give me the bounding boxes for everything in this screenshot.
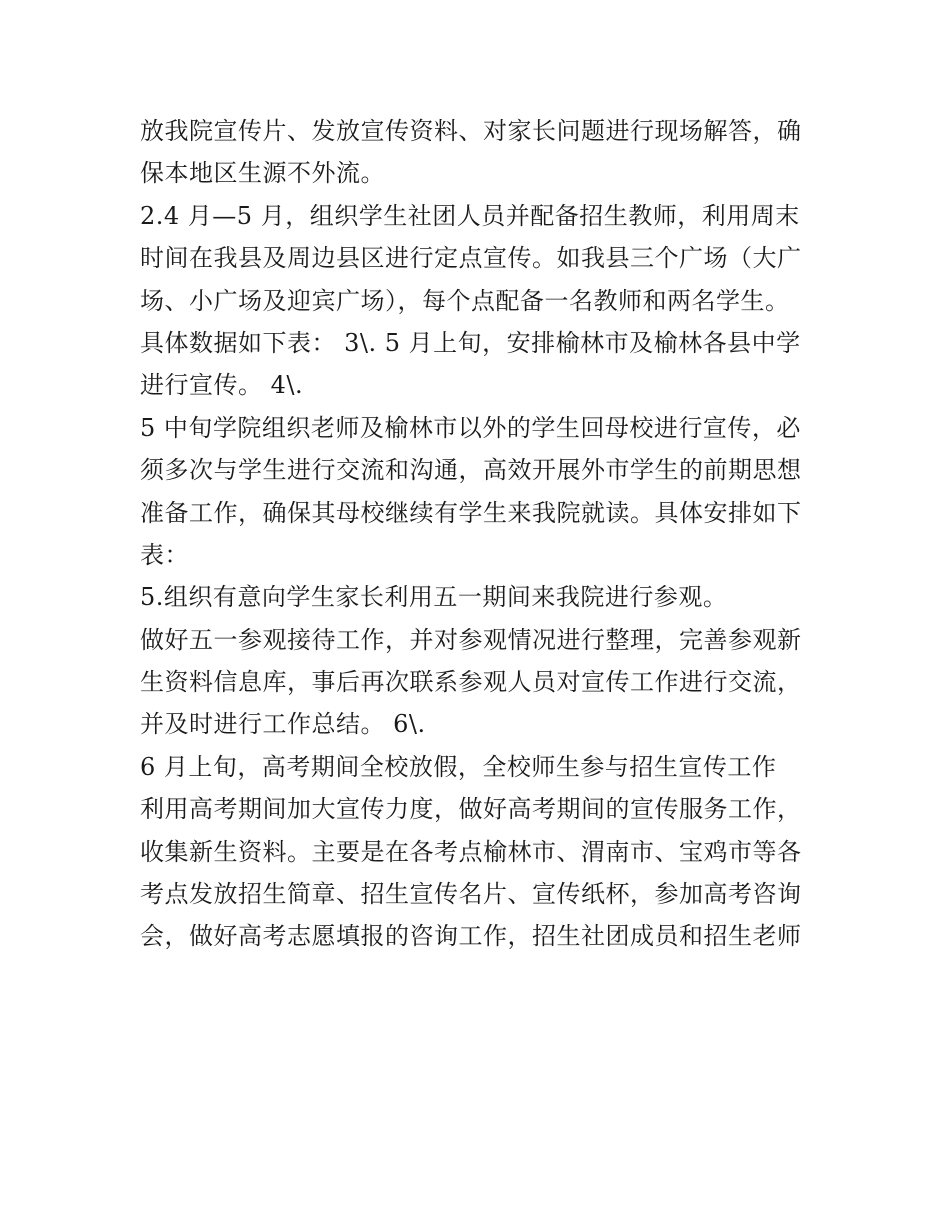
text-line: 生资料信息库，事后再次联系参观人员对宣传工作进行交流， xyxy=(140,668,802,697)
text-line: 会，做好高考志愿填报的咨询工作，招生社团成员和招生老师 xyxy=(140,922,802,951)
text-line: 利用高考期间加大宣传力度，做好高考期间的宣传服务工作， xyxy=(140,795,802,824)
text-line: 2.4 月—5 月，组织学生社团人员并配备招生教师，利用周末 xyxy=(140,201,800,230)
text-line: 场、小广场及迎宾广场），每个点配备一名教师和两名学生。 xyxy=(140,286,790,315)
text-line: 收集新生资料。主要是在各考点榆林市、渭南市、宝鸡市等各 xyxy=(140,837,802,866)
text-line: 做好五一参观接待工作，并对参观情况进行整理，完善参观新 xyxy=(140,625,802,654)
text-line: 放我院宣传片、发放宣传资料、对家长问题进行现场解答，确 xyxy=(140,117,802,145)
text-line: 具体数据如下表： 3\. 5 月上旬，安排榆林市及榆林各县中学 xyxy=(140,328,801,357)
text-line: 并及时进行工作总结。 6\. xyxy=(140,710,426,739)
text-line: 5 中旬学院组织老师及榆林市以外的学生回母校进行宣传，必 xyxy=(140,413,801,442)
text-line: 表： xyxy=(140,540,189,569)
text-line: 准备工作，确保其母校继续有学生来我院就读。具体安排如下 xyxy=(140,498,802,527)
text-line: 进行宣传。 4\. xyxy=(140,371,304,400)
text-line: 5.组织有意向学生家长利用五一期间来我院进行参观。 xyxy=(140,583,728,612)
text-line: 时间在我县及周边县区进行定点宣传。如我县三个广场（大广 xyxy=(140,244,802,273)
text-line: 考点发放招生简章、招生宣传名片、宣传纸杯，参加高考咨询 xyxy=(140,880,802,909)
document-body xyxy=(140,110,830,958)
text-line: 须多次与学生进行交流和沟通，高效开展外市学生的前期思想 xyxy=(140,456,802,485)
text-line: 6 月上旬，高考期间全校放假，全校师生参与招生宣传工作 xyxy=(140,752,777,781)
text-line: 保本地区生源不外流。 xyxy=(140,159,385,188)
